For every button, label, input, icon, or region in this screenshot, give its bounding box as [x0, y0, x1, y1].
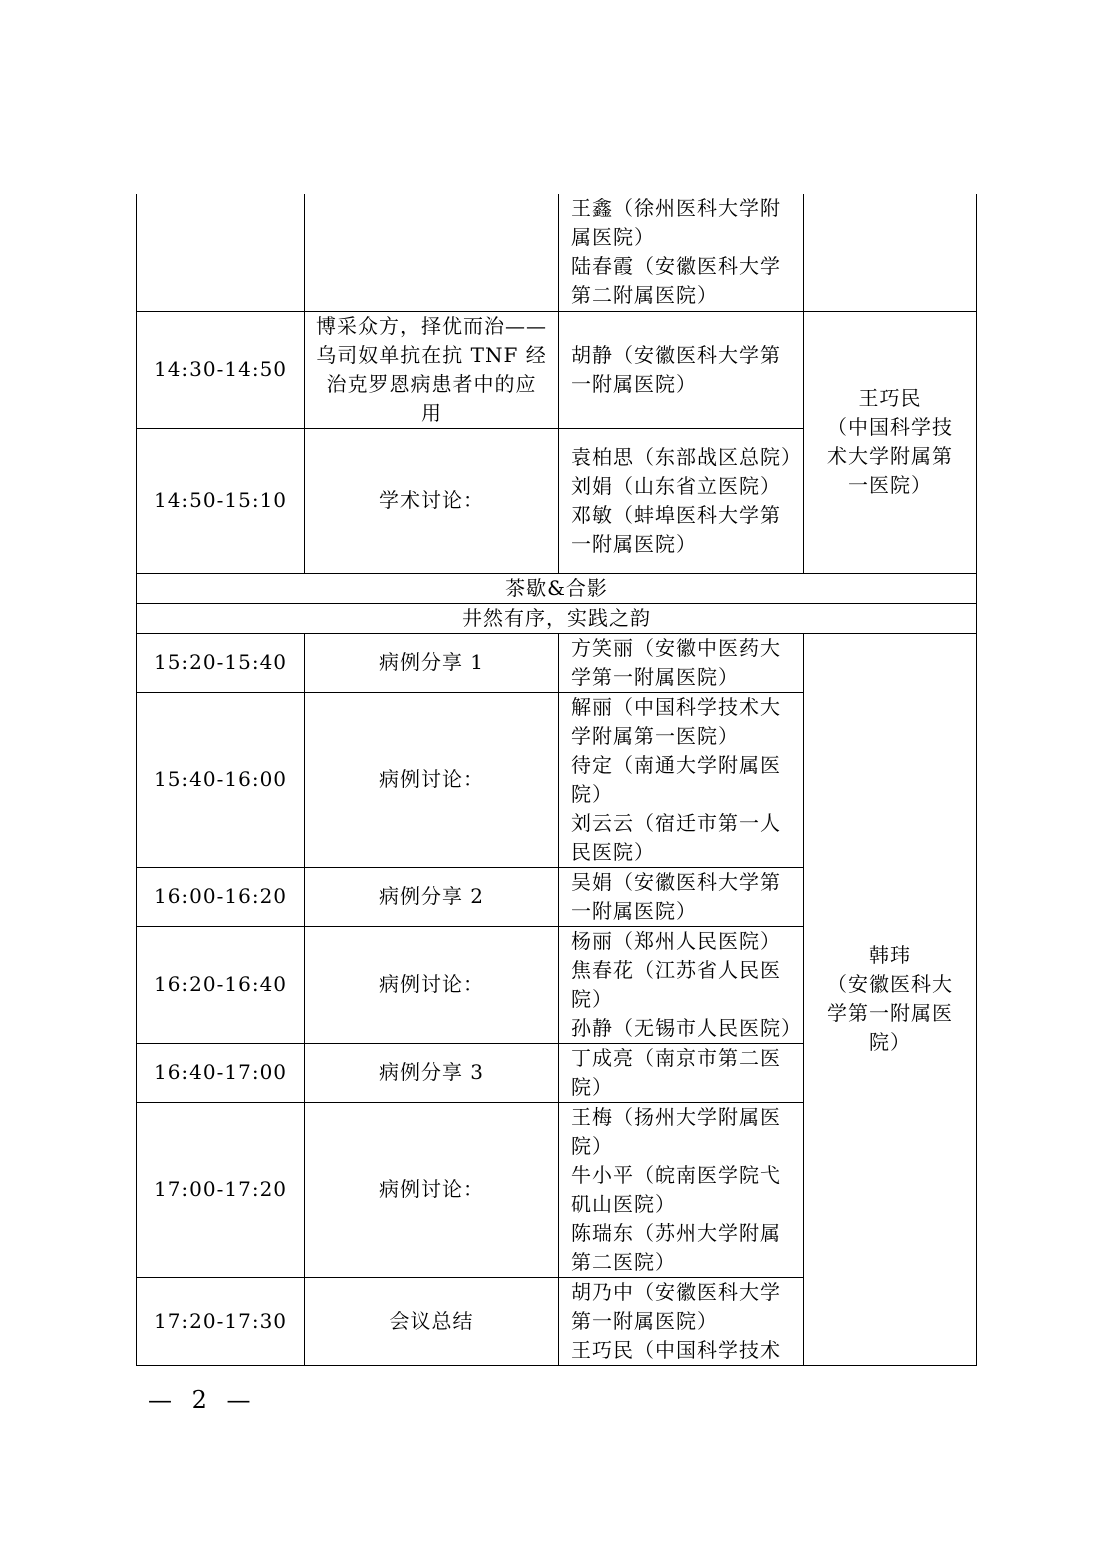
- speaker-cell: 胡乃中（安徽医科大学 第一附属医院） 王巧民（中国科学技术: [559, 1277, 804, 1365]
- topic-cell: 博采众方，择优而治—— 乌司奴单抗在抗 TNF 经 治克罗恩病患者中的应 用: [305, 311, 559, 428]
- time-cell: 16:20-16:40: [137, 926, 305, 1043]
- speaker-cell: 丁成亮（南京市第二医 院）: [559, 1043, 804, 1102]
- topic-cell: 病例分享 2: [305, 867, 559, 926]
- schedule-table: [136, 194, 977, 1366]
- topic-cell: 学术讨论：: [305, 428, 559, 573]
- time-cell: 16:40-17:00: [137, 1043, 305, 1102]
- time-cell: 15:20-15:40: [137, 633, 305, 692]
- table-row: [137, 633, 977, 692]
- chair-cell: [804, 194, 977, 311]
- section-banner: 井然有序，实践之韵: [137, 603, 977, 633]
- time-cell: 15:40-16:00: [137, 692, 305, 867]
- topic-cell: 病例讨论：: [305, 926, 559, 1043]
- time-cell: 16:00-16:20: [137, 867, 305, 926]
- chair-cell: 韩玮 （安徽医科大 学第一附属医 院）: [804, 633, 977, 1365]
- table-row: [137, 573, 977, 603]
- speaker-cell: 袁柏思（东部战区总院） 刘娟（山东省立医院） 邓敏（蚌埠医科大学第 一附属医院）: [559, 428, 804, 573]
- time-cell: 14:50-15:10: [137, 428, 305, 573]
- speaker-cell: 胡静（安徽医科大学第 一附属医院）: [559, 311, 804, 428]
- time-cell: 14:30-14:50: [137, 311, 305, 428]
- time-cell: 17:00-17:20: [137, 1102, 305, 1277]
- topic-cell: [305, 194, 559, 311]
- time-cell: 17:20-17:30: [137, 1277, 305, 1365]
- speaker-cell: 王鑫（徐州医科大学附 属医院） 陆春霞（安徽医科大学 第二附属医院）: [559, 194, 804, 311]
- break-banner: 茶歇&合影: [137, 573, 977, 603]
- time-cell: [137, 194, 305, 311]
- speaker-cell: 吴娟（安徽医科大学第 一附属医院）: [559, 867, 804, 926]
- topic-cell: 病例分享 3: [305, 1043, 559, 1102]
- speaker-cell: 解丽（中国科学技术大 学附属第一医院） 待定（南通大学附属医 院） 刘云云（宿迁市第一人 民医院）: [559, 692, 804, 867]
- topic-cell: 病例讨论：: [305, 1102, 559, 1277]
- chair-cell: 王巧民 （中国科学技 术大学附属第 一医院）: [804, 311, 977, 573]
- speaker-cell: 方笑丽（安徽中医药大 学第一附属医院）: [559, 633, 804, 692]
- topic-cell: 病例讨论：: [305, 692, 559, 867]
- speaker-cell: 杨丽（郑州人民医院） 焦春花（江苏省人民医 院） 孙静（无锡市人民医院）: [559, 926, 804, 1043]
- topic-cell: 病例分享 1: [305, 633, 559, 692]
- table-row: [137, 603, 977, 633]
- page-number: — 2 —: [148, 1386, 257, 1414]
- table-row: [137, 311, 977, 428]
- table-row: [137, 194, 977, 311]
- topic-cell: 会议总结: [305, 1277, 559, 1365]
- speaker-cell: 王梅（扬州大学附属医 院） 牛小平（皖南医学院弋 矶山医院） 陈瑞东（苏州大学附属 第二医院）: [559, 1102, 804, 1277]
